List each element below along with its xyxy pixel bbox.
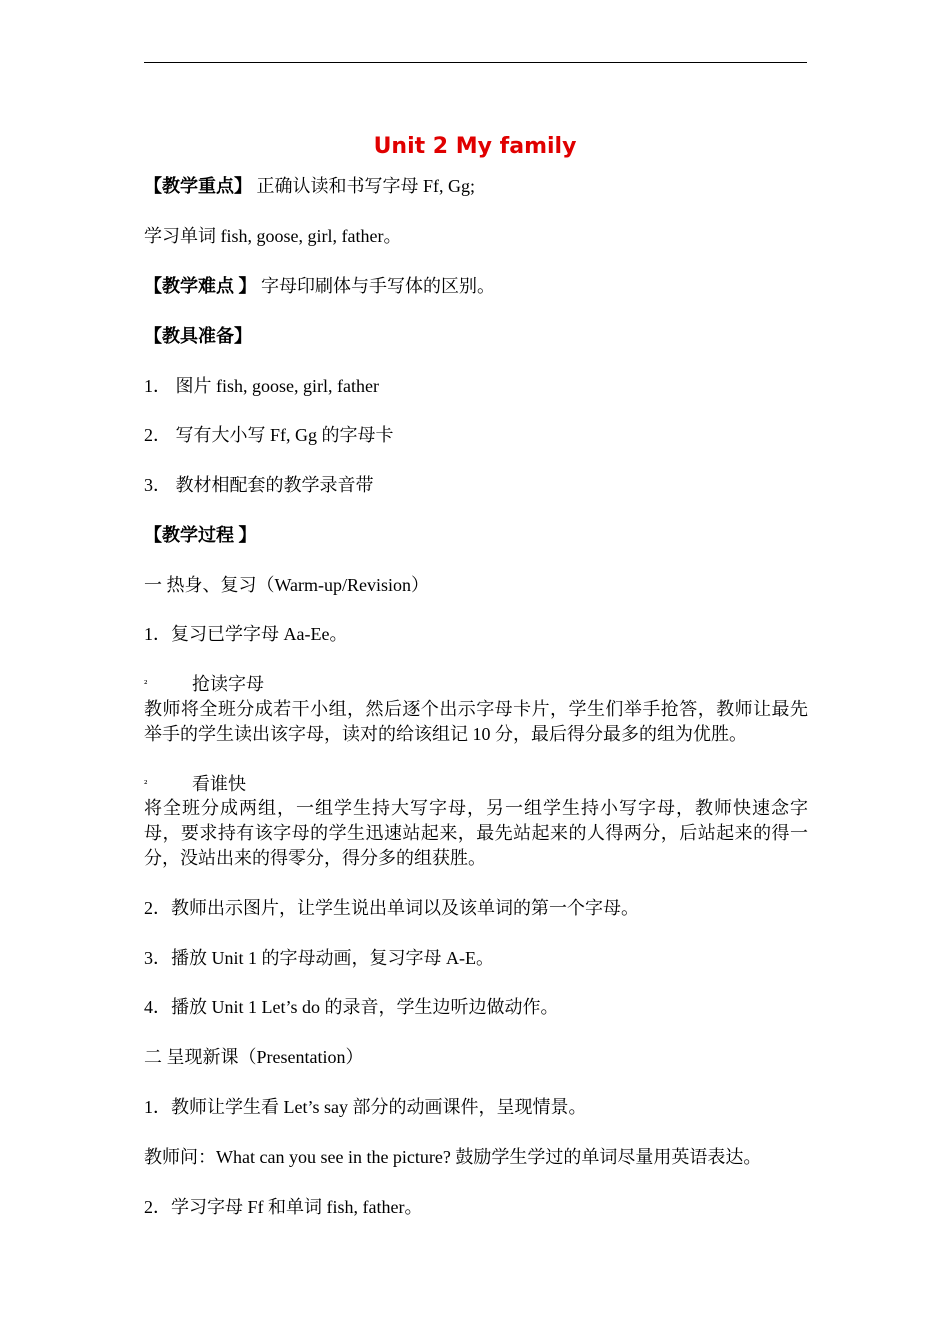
step-item: 2．学习字母 Ff 和单词 fish, father。 [144,1197,423,1217]
step-item: 1．教师让学生看 Let’s say 部分的动画课件，呈现情景。 [144,1097,587,1117]
teaching-focus-text: 正确认读和书写字母 Ff, Gg; [252,176,476,196]
process-heading: 【教学过程 】 [144,525,257,545]
materials-item: 3． 教材相配套的教学录音带 [144,475,374,495]
teaching-difficulty-text: 字母印刷体与手写体的区别。 [256,276,495,296]
materials-item: 1． 图片 fish, goose, girl, father [144,376,379,396]
step-item: 2．教师出示图片，让学生说出单词以及该单词的第一个字母。 [144,898,639,918]
activity-title-text: 看谁快 [192,774,246,794]
teaching-focus-words: 学习单词 fish, goose, girl, father。 [144,226,402,246]
materials-heading: 【教具准备】 [144,326,252,346]
activity-title [144,772,808,797]
activity-title-text: 抢读字母 [192,674,264,694]
activity-title [144,672,808,697]
step-item: 4．播放 Unit 1 Let’s do 的录音，学生边听边做动作。 [144,997,559,1017]
header-rule [144,62,807,63]
materials-item: 2． 写有大小写 Ff, Gg 的字母卡 [144,425,394,445]
teaching-focus [144,174,808,199]
page-title: Unit 2 My family [373,134,577,159]
step-item: 3．播放 Unit 1 的字母动画，复习字母 A-E。 [144,948,494,968]
teaching-difficulty [144,274,808,299]
activity-description: 将全班分成两组，一组学生持大写字母，另一组学生持小写字母，教师快速念字母，要求持有该字母的学生迅速站起来，最先站起来的人得两分，后站起来的得一分，没站出来的得零分，得分多的组获胜。 [144,798,808,868]
section-heading: 二 呈现新课（Presentation） [144,1047,364,1067]
teaching-focus-label: 【教学重点】 [144,176,252,196]
bullet-icon: ² [144,678,148,690]
activity-description: 教师将全班分成若干小组，然后逐个出示字母卡片，学生们举手抢答，教师让最先举手的学生读出该字母，读对的给该组记 10 分，最后得分最多的组为优胜。 [144,699,808,744]
step-item: 1．复习已学字母 Aa-Ee。 [144,624,348,644]
teaching-difficulty-label: 【教学难点 】 [144,276,257,296]
teacher-question: 教师问：What can you see in the picture? 鼓励学生学过的单词尽量用英语表达。 [144,1147,762,1167]
bullet-icon: ² [144,778,148,790]
section-heading: 一 热身、复习（Warm-up/Revision） [144,575,430,595]
